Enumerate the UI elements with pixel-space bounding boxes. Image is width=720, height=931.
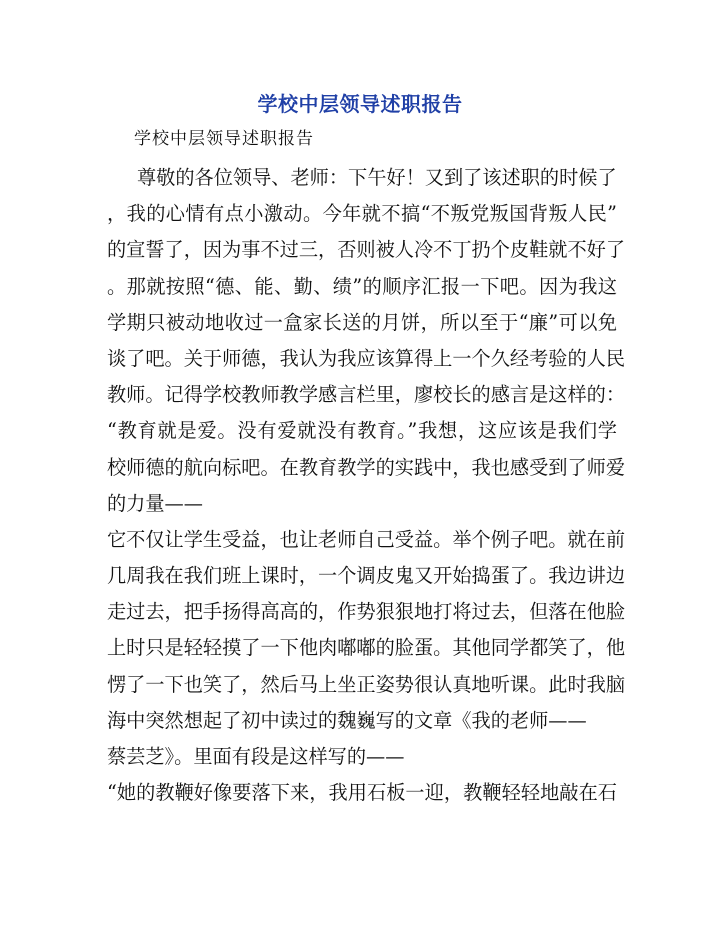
text-line: “她的教鞭好像要落下来，我用石板一迎，教鞭轻轻地敲在石: [107, 781, 617, 805]
text-line: ，我的心情有点小激动。今年就不搞“不叛党叛国背叛人民”: [107, 202, 617, 226]
text-line: 的宣誓了，因为事不过三，否则被人冷不丁扔个皮鞋就不好了: [107, 238, 626, 262]
text-line: 尊敬的各位领导、老师：下午好！又到了该述职的时候了: [137, 166, 617, 189]
text-line: 几周我在我们班上课时，一个调皮鬼又开始捣蛋了。我边讲边: [107, 564, 626, 588]
text-line: 学期只被动地收过一盒家长送的月饼，所以至于“廉”可以免: [107, 310, 617, 334]
text-line: 。那就按照“德、能、勤、绩”的顺序汇报一下吧。因为我这: [107, 274, 617, 298]
text-line: 走过去，把手扬得高高的，作势狠狠地打将过去，但落在他脸: [107, 600, 626, 624]
text-line: 它不仅让学生受益，也让老师自己受益。举个例子吧。就在前: [107, 527, 626, 551]
document-title: 学校中层领导述职报告: [257, 92, 463, 116]
text-line: 上时只是轻轻摸了一下他肉嘟嘟的脸蛋。其他同学都笑了，他: [107, 636, 626, 660]
text-line: 海中突然想起了初中读过的魏巍写的文章《我的老师——: [107, 708, 587, 732]
text-line: 蔡芸芝》。里面有段是这样写的——: [107, 745, 405, 768]
document-subtitle: 学校中层领导述职报告: [134, 129, 314, 149]
text-line: 教师。记得学校教师教学感言栏里，廖校长的感言是这样的：: [107, 383, 626, 407]
text-line: 愣了一下也笑了，然后马上坐正姿势很认真地听课。此时我脑: [107, 672, 626, 696]
text-line: “教育就是爱。没有爱就没有教育。”我想，这应该是我们学: [107, 419, 617, 443]
text-line: 谈了吧。关于师德，我认为我应该算得上一个久经考验的人民: [107, 346, 626, 370]
text-line: 的力量——: [107, 491, 203, 515]
text-line: 校师德的航向标吧。在教育教学的实践中，我也感受到了师爱: [107, 455, 626, 479]
document-body: [107, 166, 626, 819]
